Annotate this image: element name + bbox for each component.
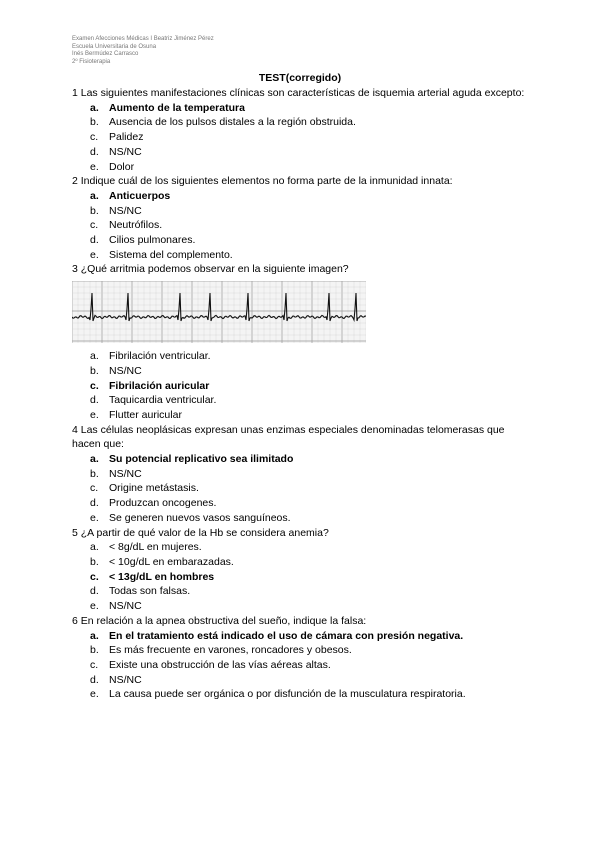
question-text: 3 ¿Qué arritmia podemos observar en la siguiente imagen? bbox=[72, 263, 349, 276]
option bbox=[72, 584, 532, 599]
option-correct bbox=[72, 629, 532, 644]
option bbox=[72, 204, 532, 219]
option-letter: e. bbox=[90, 600, 99, 613]
option-text: Taquicardia ventricular. bbox=[109, 394, 217, 407]
option-letter: e. bbox=[90, 248, 99, 261]
option-letter: b. bbox=[90, 467, 99, 480]
option-text: NS/NC bbox=[109, 467, 142, 480]
option-letter: b. bbox=[90, 644, 99, 657]
test-content bbox=[72, 86, 532, 702]
option-letter: c. bbox=[90, 570, 99, 583]
option-text: Existe una obstrucción de las vías aéreas altas. bbox=[109, 658, 331, 671]
option-letter: a. bbox=[90, 101, 99, 114]
option bbox=[72, 599, 532, 614]
option-letter: d. bbox=[90, 497, 99, 510]
option-letter: e. bbox=[90, 408, 99, 421]
header-line: Escuela Universitaria de Osuna bbox=[72, 43, 157, 50]
option bbox=[72, 643, 532, 658]
question-1 bbox=[72, 86, 532, 174]
option-text: La causa puede ser orgánica o por disfunción de la musculatura respiratoria. bbox=[109, 688, 466, 701]
option-correct bbox=[72, 570, 532, 585]
option-letter: c. bbox=[90, 482, 99, 495]
option bbox=[72, 511, 532, 526]
option-text: Es más frecuente en varones, roncadores y obesos. bbox=[109, 644, 352, 657]
option-text: NS/NC bbox=[109, 600, 142, 613]
option-letter: d. bbox=[90, 145, 99, 158]
option bbox=[72, 130, 532, 145]
ecg-strip-image bbox=[72, 281, 366, 343]
options-list bbox=[72, 189, 532, 263]
option-letter: c. bbox=[90, 379, 99, 392]
question-3 bbox=[72, 262, 532, 422]
option-letter: d. bbox=[90, 585, 99, 598]
option-text: Cilios pulmonares. bbox=[109, 234, 196, 247]
option-letter: b. bbox=[90, 204, 99, 217]
option-letter: b. bbox=[90, 364, 99, 377]
header-line: Examen Afecciones Médicas I Beatriz Jiménez Pérez bbox=[72, 36, 214, 42]
option-text: Flutter auricular bbox=[109, 408, 182, 421]
option-text: Produzcan oncogenes. bbox=[109, 497, 217, 510]
option-text: NS/NC bbox=[109, 364, 142, 377]
option-text: NS/NC bbox=[109, 145, 142, 158]
option-text: Fibrilación ventricular. bbox=[109, 350, 211, 363]
options-list bbox=[72, 349, 532, 423]
question-text: 6 En relación a la apnea obstructiva del sueño, indique la falsa: bbox=[72, 614, 367, 627]
option-text: Origine metástasis. bbox=[109, 482, 199, 495]
option-letter: e. bbox=[90, 160, 99, 173]
question-text: 2 Indique cuál de los siguientes elementos no forma parte de la inmunidad innata: bbox=[72, 175, 453, 188]
option bbox=[72, 349, 532, 364]
option-text: < 13g/dL en hombres bbox=[109, 570, 215, 583]
option bbox=[72, 364, 532, 379]
question-5 bbox=[72, 526, 532, 614]
document-header bbox=[72, 36, 214, 66]
option bbox=[72, 467, 532, 482]
option-letter: c. bbox=[90, 658, 99, 671]
option bbox=[72, 496, 532, 511]
option bbox=[72, 673, 532, 688]
option bbox=[72, 555, 532, 570]
option-text: < 10g/dL en embarazadas. bbox=[109, 555, 234, 568]
question-text: 1 Las siguientes manifestaciones clínicas son características de isquemia arterial aguda excepto: bbox=[72, 87, 525, 99]
option bbox=[72, 233, 532, 248]
option-letter: c. bbox=[90, 219, 99, 232]
options-list bbox=[72, 629, 532, 703]
option-correct bbox=[72, 452, 532, 467]
option-text: NS/NC bbox=[109, 204, 142, 217]
question-2 bbox=[72, 174, 532, 262]
option bbox=[72, 481, 532, 496]
option-letter: d. bbox=[90, 394, 99, 407]
question-4 bbox=[72, 423, 532, 526]
option-correct bbox=[72, 189, 532, 204]
option bbox=[72, 408, 532, 423]
option-letter: d. bbox=[90, 673, 99, 686]
question-text: 5 ¿A partir de qué valor de la Hb se considera anemia? bbox=[72, 526, 329, 539]
option bbox=[72, 115, 532, 130]
option-text: Todas son falsas. bbox=[109, 585, 191, 598]
option bbox=[72, 218, 532, 233]
option bbox=[72, 160, 532, 175]
options-list bbox=[72, 540, 532, 614]
option-text: Palidez bbox=[109, 131, 144, 144]
option-letter: b. bbox=[90, 555, 99, 568]
option-text: Sistema del complemento. bbox=[109, 248, 233, 261]
option-text: Fibrilación auricular bbox=[109, 379, 210, 392]
option-letter: c. bbox=[90, 131, 99, 144]
option-letter: e. bbox=[90, 511, 99, 524]
ecg-background bbox=[72, 281, 366, 343]
option-letter: a. bbox=[90, 189, 99, 202]
ecg-strip-svg bbox=[72, 281, 366, 343]
option bbox=[72, 393, 532, 408]
option-text: Anticuerpos bbox=[109, 189, 171, 202]
option bbox=[72, 658, 532, 673]
header-line: Inés Bermúdez Carrasco bbox=[72, 51, 139, 58]
options-list bbox=[72, 101, 532, 175]
option-letter: a. bbox=[90, 453, 99, 466]
option-letter: a. bbox=[90, 350, 99, 363]
option-correct bbox=[72, 101, 532, 116]
option-letter: a. bbox=[90, 629, 99, 642]
option-letter: a. bbox=[90, 541, 99, 554]
option-text: Su potencial replicativo sea ilimitado bbox=[109, 453, 294, 466]
option-text: En el tratamiento está indicado el uso de cámara con presión negativa. bbox=[109, 629, 464, 642]
option-text: NS/NC bbox=[109, 673, 142, 686]
option-text: Ausencia de los pulsos distales a la región obstruida. bbox=[109, 116, 356, 129]
option-text: Se generen nuevos vasos sanguíneos. bbox=[109, 511, 291, 524]
option-letter: b. bbox=[90, 116, 99, 129]
page-title: TEST(corregido) bbox=[258, 72, 342, 84]
question-text: 4 Las células neoplásicas expresan unas enzimas especiales denominadas telomerasas que hacen que: bbox=[72, 423, 505, 451]
option bbox=[72, 145, 532, 160]
option-text: < 8g/dL en mujeres. bbox=[109, 541, 202, 554]
options-list bbox=[72, 452, 532, 526]
header-line: 2º Fisioterapia bbox=[72, 58, 111, 65]
option bbox=[72, 687, 532, 702]
option-letter: e. bbox=[90, 688, 99, 701]
option-letter: d. bbox=[90, 234, 99, 247]
option-text: Dolor bbox=[109, 160, 135, 173]
option bbox=[72, 540, 532, 555]
option-text: Neutrófilos. bbox=[109, 219, 163, 232]
question-6 bbox=[72, 614, 532, 702]
option bbox=[72, 248, 532, 263]
option-correct bbox=[72, 379, 532, 394]
option-text: Aumento de la temperatura bbox=[109, 101, 245, 114]
